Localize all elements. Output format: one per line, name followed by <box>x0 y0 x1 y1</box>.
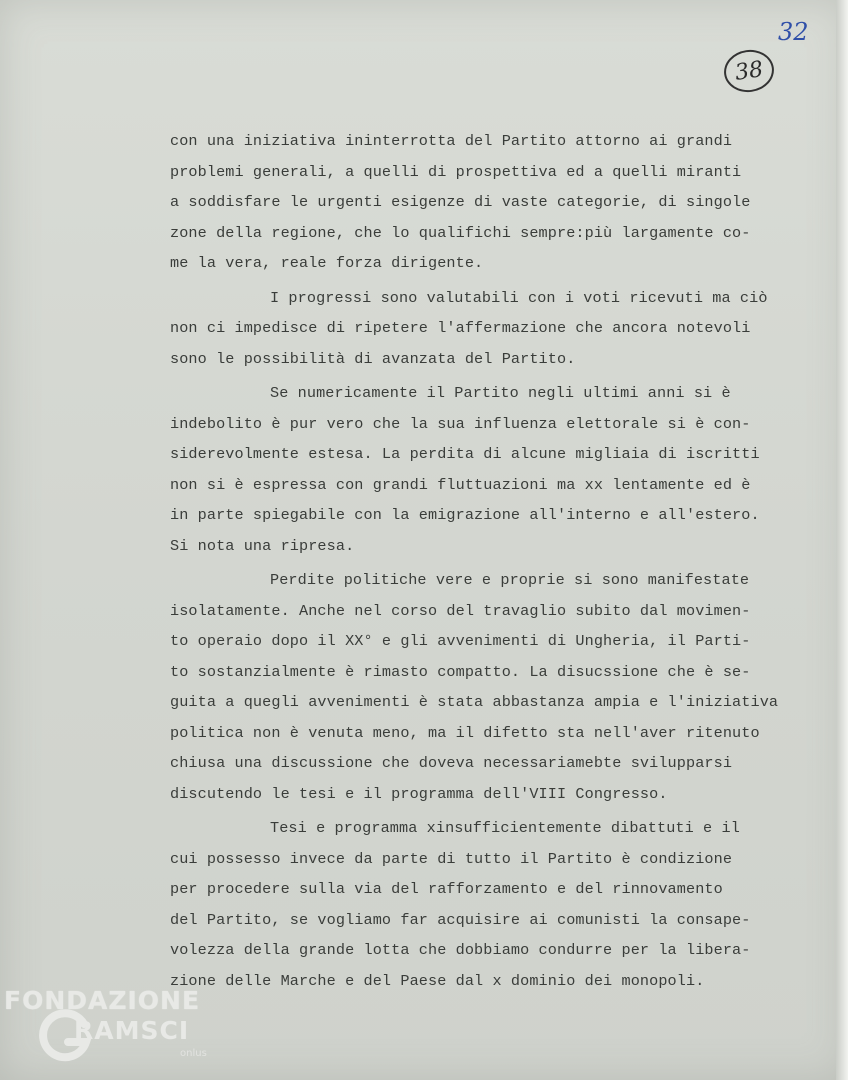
text-line: Tesi e programma xinsufficientemente dibattuti e il <box>270 819 740 837</box>
paragraph-2 <box>170 283 820 375</box>
handwritten-page-number: 32 <box>778 18 809 46</box>
watermark-onlus: onlus <box>180 1048 207 1059</box>
text-line: indebolito è pur vero che la sua influenza elettorale si è con- <box>170 414 751 433</box>
text-line: siderevolmente estesa. La perdita di alcune migliaia di iscritti <box>170 445 760 463</box>
text-line: per procedere sulla via del rafforzamento e del rinnovamento <box>170 880 723 898</box>
text-line: to sostanzialmente è rimasto compatto. La disucssione che è se- <box>170 662 751 681</box>
text-line: Si nota una ripresa. <box>170 536 355 555</box>
text-line: discutendo le tesi e il programma dell'VIII Congresso. <box>170 784 668 803</box>
page-edge <box>836 0 848 1080</box>
paragraph-4 <box>170 565 820 809</box>
text-line: Perdite politiche vere e proprie si sono manifestate <box>270 571 750 589</box>
text-line: chiusa una discussione che doveva necessariamebte svilupparsi <box>170 754 733 772</box>
text-line: problemi generali, a quelli di prospettiva ed a quelli miranti <box>170 162 742 181</box>
text-line: cui possesso invece da parte di tutto il Partito è condizione <box>170 849 733 868</box>
text-line: Se numericamente il Partito negli ultimi anni si è <box>270 384 731 402</box>
paragraph-5 <box>170 813 820 996</box>
text-line: con una iniziativa ininterrotta del Partito attorno ai grandi <box>170 132 733 150</box>
text-line: guita a quegli avvenimenti è stata abbastanza ampia e l'iniziativa <box>170 693 779 711</box>
text-line: I progressi sono valutabili con i voti ricevuti ma ciò <box>270 288 768 307</box>
text-line: isolatamente. Anche nel corso del travaglio subito dal movimen- <box>170 601 751 620</box>
circled-page-number: 38 <box>721 47 776 96</box>
text-line: zone della regione, che lo qualifichi sempre:più largamente co- <box>170 223 751 242</box>
text-line: me la vera, reale forza dirigente. <box>170 254 484 272</box>
watermark-subtitle: RAMSCI <box>74 1016 190 1045</box>
text-line: volezza della grande lotta che dobbiamo condurre per la libera- <box>170 941 751 959</box>
typewritten-body <box>170 126 820 1000</box>
text-line: politica non è venuta meno, ma il difetto sta nell'aver ritenuto <box>170 723 760 742</box>
watermark-title: FONDAZIONE <box>4 986 201 1015</box>
text-line: in parte spiegabile con la emigrazione all'interno e all'estero. <box>170 506 760 524</box>
text-line: to operaio dopo il XX° e gli avvenimenti di Ungheria, il Parti- <box>170 632 751 650</box>
paragraph-3 <box>170 378 820 561</box>
text-line: zione delle Marche e del Paese dal x dominio dei monopoli. <box>170 971 705 990</box>
fondazione-gramsci-watermark <box>4 986 224 1080</box>
text-line: sono le possibilità di avanzata del Partito. <box>170 349 576 368</box>
text-line: del Partito, se vogliamo far acquisire ai comunisti la consape- <box>170 910 751 929</box>
text-line: a soddisfare le urgenti esigenze di vaste categorie, di singole <box>170 193 751 211</box>
text-line: non si è espressa con grandi fluttuazioni ma xx lentamente ed è <box>170 475 751 494</box>
text-line: non ci impedisce di ripetere l'affermazione che ancora notevoli <box>170 319 751 337</box>
paragraph-1 <box>170 126 820 279</box>
